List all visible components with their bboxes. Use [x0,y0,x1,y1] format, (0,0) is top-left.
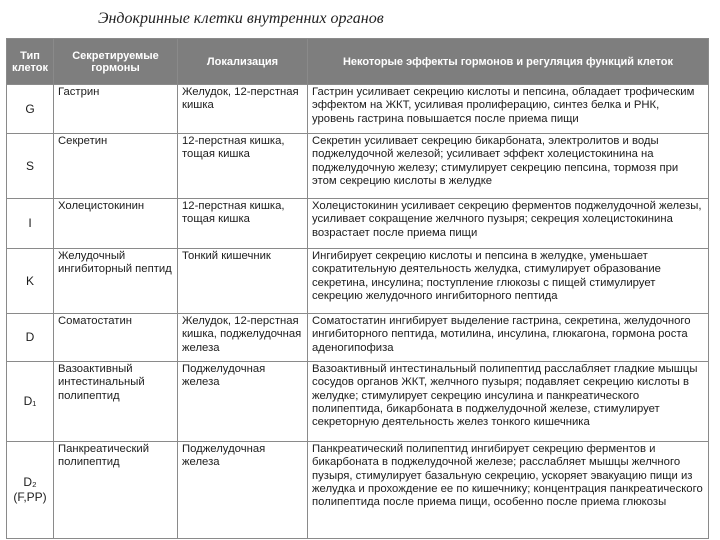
cell-hormone: Секретин [54,134,178,199]
table-row [7,314,709,362]
header-cell-location: Локализация [178,39,308,85]
endocrine-cells-table [6,38,709,539]
cell-location: Поджелудочная железа [178,362,308,442]
cell-effects: Панкреатический полипептид ингибирует секрецию ферментов и бикарбоната в поджелудочной железе; расслабляет мышцы желчного пузыря, стимулирует базальную секрецию, ускоряет эвакуацию пищи из желудка и прохождение ее по кишечнику; концентрация панкреатического полипептида после приема пищи, особенно после приема глюкозы [308,442,709,539]
cell-effects: Вазоактивный интестинальный полипептид расслабляет гладкие мышцы сосудов органов ЖКТ, желчного пузыря; подавляет секрецию кислоты в желудке; стимулирует секрецию инсулина и панкреатического полипептида, бикарбоната в поджелудочной железе, стимулирует секреторную деятельность желез тонкого кишечника [308,362,709,442]
table-row [7,199,709,249]
cell-type: D [7,314,54,362]
cell-location: Поджелудочная железа [178,442,308,539]
table-row [7,442,709,539]
cell-type: D₂ (F,PP) [7,442,54,539]
table-row [7,362,709,442]
header-cell-type: Тип клеток [7,39,54,85]
cell-location: Желудок, 12-перстная кишка [178,85,308,134]
cell-effects: Холецистокинин усиливает секрецию ферментов поджелудочной железы, усиливает сокращение желчного пузыря; секреция холецистокинина возрастает после приема пищи [308,199,709,249]
header-cell-effects: Некоторые эффекты гормонов и регуляция функций клеток [308,39,709,85]
cell-type: I [7,199,54,249]
cell-effects: Соматостатин ингибирует выделение гастрина, секретина, желудочного ингибиторного пептида, мотилина, инсулина, глюкагона, гормона роста аденогипофиза [308,314,709,362]
cell-effects: Ингибирует секрецию кислоты и пепсина в желудке, уменьшает сократительную деятельность желудка, стимулирует образование секретина, инсулина; поступление глюкозы с пищей стимулирует секрецию желудочного ингибиторного пептида [308,249,709,314]
page-title: Эндокринные клетки внутренних органов [98,10,384,27]
cell-type: G [7,85,54,134]
cell-hormone: Гастрин [54,85,178,134]
table-row [7,249,709,314]
cell-effects: Гастрин усиливает секрецию кислоты и пепсина, обладает трофическим эффектом на ЖКТ, усиливая пролиферацию, синтез белка и РНК, уровень гастрина повышается после приема пищи [308,85,709,134]
cell-location: Тонкий кишечник [178,249,308,314]
cell-hormone: Соматостатин [54,314,178,362]
cell-location: 12-перстная кишка, тощая кишка [178,134,308,199]
cell-hormone: Желудочный ингибиторный пептид [54,249,178,314]
cell-hormone: Холецистокинин [54,199,178,249]
table-row [7,134,709,199]
cell-location: 12-перстная кишка, тощая кишка [178,199,308,249]
table-row [7,85,709,134]
cell-effects: Секретин усиливает секрецию бикарбоната, электролитов и воды поджелудочной железой; усиливает эффект холецистокинина на поджелудочную железу; стимулирует секрецию пепсина, тормозя при этом секрецию кислоты в желудке [308,134,709,199]
header-cell-hormones: Секретируемые гормоны [54,39,178,85]
cell-type: K [7,249,54,314]
cell-hormone: Панкреатический полипептид [54,442,178,539]
cell-type: D₁ [7,362,54,442]
cell-hormone: Вазоактивный интестинальный полипептид [54,362,178,442]
cell-location: Желудок, 12-перстная кишка, поджелудочная железа [178,314,308,362]
cell-type: S [7,134,54,199]
table-header-row [7,39,709,85]
